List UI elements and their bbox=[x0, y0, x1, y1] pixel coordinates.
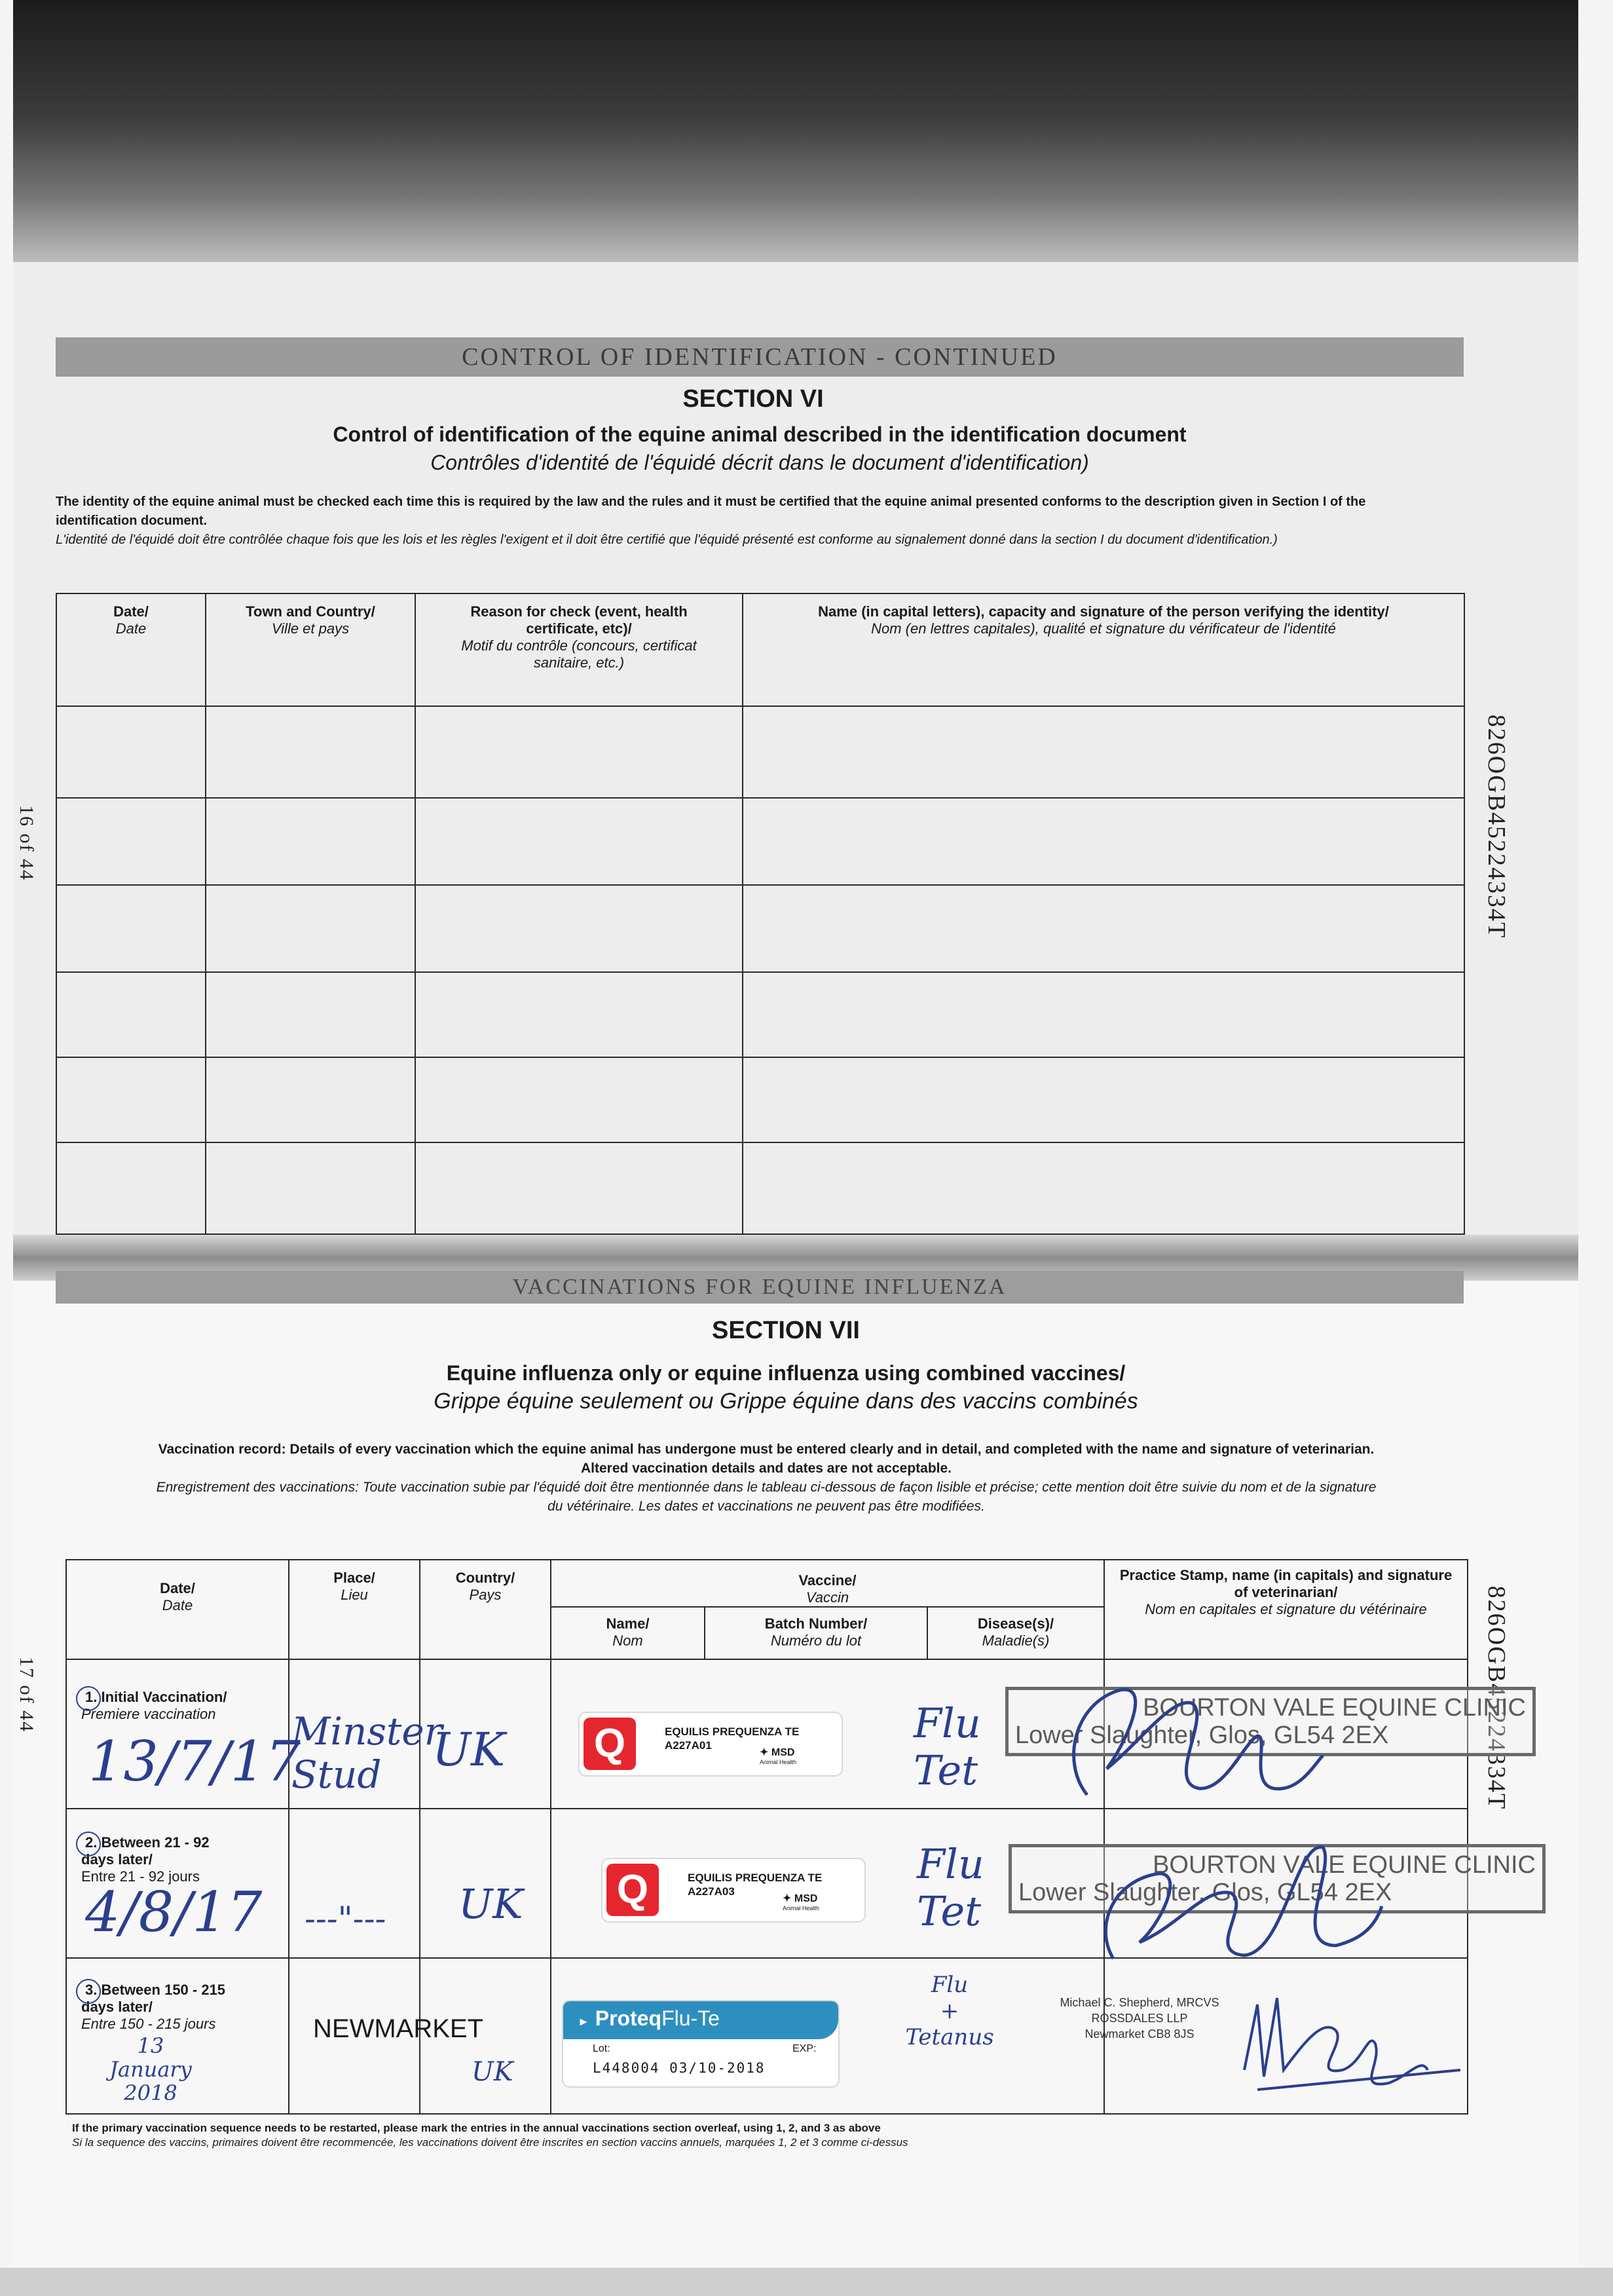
footer-en: If the primary vaccination sequence needs to be restarted, please mark the entries in the annual vaccinations section overleaf, using 1, 2, and 3 as above bbox=[72, 2122, 881, 2134]
col-date: Date/ Date bbox=[66, 1560, 289, 1659]
section7-heading-fr: Grippe équine seulement ou Grippe équine dans des vaccins combinés bbox=[434, 1389, 1138, 1414]
table-row bbox=[56, 1142, 1464, 1234]
signature-row3 bbox=[1231, 1978, 1467, 2096]
row3-date-day: 13 bbox=[137, 2033, 164, 2058]
vaccine-label-row1 bbox=[580, 1713, 842, 1775]
row3-vaccine-brand: Proteq bbox=[595, 2006, 662, 2030]
col-reason: Reason for check (event, health certificate, etc)/ Motif du contrôle (concours, certificat sanitaire, etc.) bbox=[415, 593, 743, 706]
q-logo-icon: Q bbox=[606, 1864, 659, 1916]
row3-batch: L448004 03/10-2018 bbox=[593, 2060, 766, 2076]
row3-label-en: Between 150 - 215 days later/ bbox=[81, 1982, 226, 2015]
step-circle bbox=[76, 1686, 101, 1711]
table-row bbox=[56, 972, 1464, 1057]
row1-vaccine-name: EQUILIS PREQUENZA TE bbox=[665, 1725, 800, 1738]
vaccine-label-row2 bbox=[603, 1859, 864, 1921]
stamp-clinic-address: Lower Slaughter, Glos, GL54 2EX bbox=[1015, 1722, 1389, 1749]
row1-batch: A227A01 bbox=[665, 1739, 712, 1752]
row2-disease: Flu Tet bbox=[917, 1840, 984, 1935]
msd-icon: ✦ bbox=[783, 1893, 792, 1904]
col-town-country: Town and Country/ Ville et pays bbox=[206, 593, 415, 706]
section6-intro bbox=[56, 493, 1444, 550]
page-number-upper: 16 of 44 bbox=[16, 805, 37, 881]
row1-step: 1 bbox=[85, 1689, 94, 1705]
row1-country: UK bbox=[432, 1723, 506, 1777]
scan-bottom-edge bbox=[0, 2268, 1613, 2296]
section7-banner: VACCINATIONS FOR EQUINE INFLUENZA bbox=[56, 1271, 1464, 1304]
row2-label-fr: Entre 21 - 92 jours bbox=[81, 1868, 200, 1885]
row1-place: Minster Stud bbox=[291, 1709, 443, 1797]
row1-disease: Flu Tet bbox=[914, 1699, 981, 1794]
stamp-clinic-name: BOURTON VALE EQUINE CLINIC bbox=[1143, 1694, 1526, 1722]
row2-step: 2 bbox=[85, 1834, 94, 1851]
record-fr-2: du vétérinaire. Les dates et vaccinations ne peuvent pas être modifiées. bbox=[547, 1499, 985, 1514]
passport-code-lower: 826OGB45224334T bbox=[1483, 1585, 1510, 1811]
section6-heading-fr: Contrôles d'identité de l'équidé décrit dans le document d'identification) bbox=[430, 451, 1089, 474]
row2-label: 2. Between 21 - 92 days later/ Entre 21 - 92 jours bbox=[81, 1834, 232, 1885]
exp-label: EXP: bbox=[792, 2043, 817, 2054]
record-fr-1: Enregistrement des vaccinations: Toute vaccination subie par l'équidé doit être mentionnée dans le tableau ci-dessous de façon lisible et précise; cette mention doit être suivie du nom et de la signature bbox=[156, 1480, 1377, 1495]
col-verifier: Name (in capital letters), capacity and signature of the person verifying the identity/ Nom (en lettres capitales), qualité et signature du vérificateur de l'identité bbox=[743, 593, 1464, 706]
row3-step: 3 bbox=[85, 1982, 94, 1998]
row2-batch: A227A03 bbox=[688, 1885, 735, 1898]
passport-code-upper: 826OGB45224334T bbox=[1483, 714, 1510, 939]
section7-title: SECTION VII bbox=[712, 1317, 860, 1344]
col-vaccine-name: Name/ Nom bbox=[551, 1607, 705, 1659]
section6-title: SECTION VI bbox=[682, 385, 824, 413]
section6-heading-en: Control of identification of the equine animal described in the identification document bbox=[333, 423, 1187, 446]
msd-logo: ✦ MSD Animal Health bbox=[783, 1893, 820, 1911]
step-circle bbox=[76, 1832, 101, 1856]
footer-fr: Si la sequence des vaccins, primaires doivent être recommencée, les vaccinations doivent être inscrites en section vaccins annuels, marquées 1, 2 et 3 comme ci-dessus bbox=[72, 2136, 908, 2149]
row2-place: ---"--- bbox=[305, 1900, 386, 1938]
row2-vaccine-name: EQUILIS PREQUENZA TE bbox=[688, 1872, 823, 1884]
col-batch: Batch Number/ Numéro du lot bbox=[705, 1607, 927, 1659]
identification-check-table bbox=[56, 593, 1465, 1235]
row3-label-fr: Entre 150 - 215 jours bbox=[81, 2016, 216, 2032]
table-row bbox=[56, 1057, 1464, 1142]
row1-label-en: Initial Vaccination/ bbox=[101, 1689, 227, 1705]
record-en-2: Altered vaccination details and dates are not acceptable. bbox=[580, 1461, 952, 1476]
col-place: Place/ Lieu bbox=[289, 1560, 420, 1659]
play-icon: ► bbox=[578, 2015, 589, 2028]
footer-note bbox=[72, 2121, 1460, 2150]
lot-label: Lot: bbox=[593, 2043, 610, 2054]
vet-stamp-row3 bbox=[1054, 1995, 1225, 2042]
section6-intro-fr: L'identité de l'équidé doit être contrôlée chaque fois que les lois et les règles l'exigent et il doit être certifié que l'équidé présenté est conforme au signalement donné dans la section I du document d'identification.) bbox=[56, 533, 1278, 547]
vet-stamp-line2: ROSSDALES LLP bbox=[1091, 2012, 1188, 2025]
section7-record bbox=[72, 1440, 1460, 1516]
table-row bbox=[56, 885, 1464, 972]
row3-place: NEWMARKET bbox=[313, 2014, 483, 2043]
step-circle bbox=[76, 1979, 101, 2004]
signature-row1 bbox=[1048, 1664, 1343, 1821]
row1-label: 1. Initial Vaccination/ Premiere vaccination bbox=[81, 1689, 291, 1723]
col-practice-stamp: Practice Stamp, name (in capitals) and signature of veterinarian/ Nom en capitales et signature du vétérinaire bbox=[1104, 1560, 1468, 1659]
row3-country: UK bbox=[472, 2057, 513, 2087]
scanner-shadow bbox=[13, 0, 1578, 262]
col-vaccine: Vaccine/ Vaccin bbox=[551, 1560, 1104, 1607]
col-disease: Disease(s)/ Maladie(s) bbox=[927, 1607, 1104, 1659]
row1-label-fr: Premiere vaccination bbox=[81, 1706, 216, 1722]
row3-disease: Flu + Tetanus bbox=[905, 1972, 994, 2050]
row3-date-month: January bbox=[109, 2057, 192, 2082]
row2-date: 4/8/17 bbox=[85, 1880, 263, 1944]
msd-icon: ✦ bbox=[760, 1747, 769, 1758]
stamp-clinic-address: Lower Slaughter, Glos, GL54 2EX bbox=[1018, 1879, 1392, 1906]
vaccine-label-row3 bbox=[563, 2001, 838, 2086]
table-row bbox=[56, 798, 1464, 885]
row3-date-year: 2018 bbox=[124, 2080, 177, 2105]
row3-date bbox=[85, 2034, 216, 2105]
section6-intro-en: The identity of the equine animal must be checked each time this is required by the law and the rules and it must be certified that the equine animal presented conforms to the description given in Section I of the identification document. bbox=[56, 495, 1366, 528]
section7-heading-en: Equine influenza only or equine influenza using combined vaccines/ bbox=[446, 1361, 1126, 1385]
row1-date: 13/7/17 bbox=[88, 1729, 301, 1794]
q-logo-icon: Q bbox=[584, 1718, 636, 1770]
vet-stamp-line3: Newmarket CB8 8JS bbox=[1085, 2027, 1195, 2041]
col-date: Date/ Date bbox=[56, 593, 206, 706]
stamp-clinic-name: BOURTON VALE EQUINE CLINIC bbox=[1153, 1851, 1536, 1879]
row2-country: UK bbox=[458, 1880, 523, 1928]
record-en-1: Vaccination record: Details of every vaccination which the equine animal has undergone must be entered clearly and in detail, and completed with the name and signature of veterinarian. bbox=[158, 1442, 1375, 1457]
row2-label-en: Between 21 - 92 days later/ bbox=[81, 1834, 210, 1868]
row3-vaccine-name: Flu-Te bbox=[661, 2006, 720, 2030]
page-number-lower: 17 of 44 bbox=[16, 1657, 37, 1733]
section6-banner: CONTROL OF IDENTIFICATION - CONTINUED bbox=[56, 337, 1464, 377]
vet-stamp-line1: Michael C. Shepherd, MRCVS bbox=[1060, 1996, 1219, 2009]
signature-row2 bbox=[1074, 1828, 1401, 1978]
table-row bbox=[56, 706, 1464, 798]
msd-logo: ✦ MSD Animal Health bbox=[760, 1747, 797, 1765]
row3-label: 3. Between 150 - 215 days later/ Entre 150 - 215 jours bbox=[81, 1982, 245, 2033]
col-country: Country/ Pays bbox=[420, 1560, 551, 1659]
